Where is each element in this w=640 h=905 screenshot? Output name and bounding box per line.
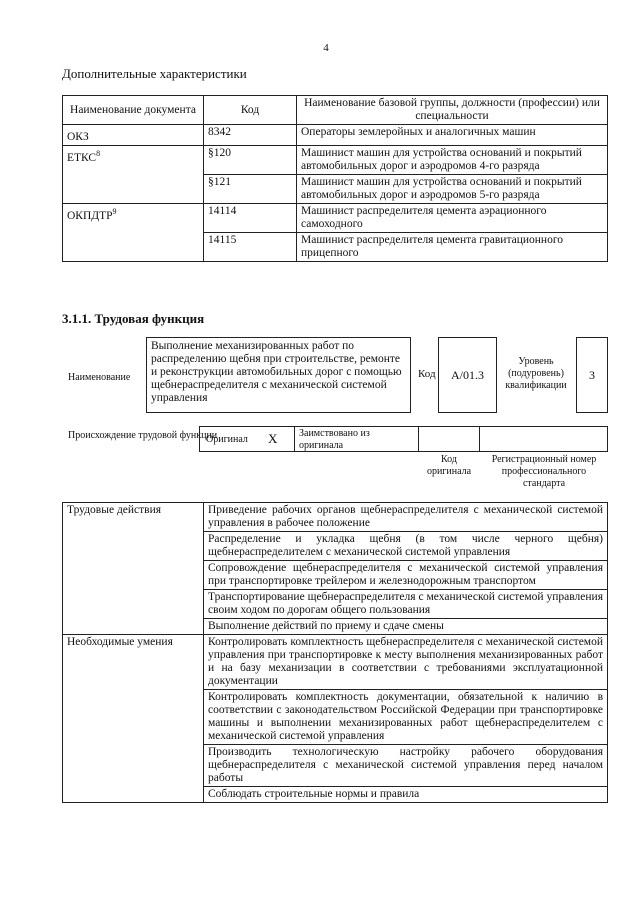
code-cell: §121 [204, 174, 297, 203]
list-item: Контролировать комплектность щебнераспределителя с механической системой управления при транспортировке к месту выполнения механизированных работ и на базу механизации в соответствии с требованиями эксплуатационной документации [204, 635, 608, 690]
extra-characteristics-heading: Дополнительные характеристики [62, 66, 247, 81]
list-item: Распределение и укладка щебня (в том числе черного щебня) щебнераспределителем с механической системой управления [204, 532, 608, 561]
code-cell: 14115 [204, 232, 297, 261]
original-code-caption: Код оригинала [426, 454, 472, 477]
document-cell [63, 203, 204, 261]
list-item: Контролировать комплектность документации, обязательной к наличию в соответствии с законодательством Российской Федерации при транспортировке машины и выполнении механизированных работ щебнераспределителем с механической системой управления [204, 690, 608, 745]
header-code: Код [204, 96, 297, 125]
group-name-cell: Операторы землеройных и аналогичных машин [297, 125, 608, 146]
document-cell [63, 145, 204, 203]
group-name-cell: Машинист распределителя цемента аэрационного самоходного [297, 203, 608, 232]
original-label: Оригинал [206, 434, 248, 445]
function-name-value: Выполнение механизированных работ по распределению щебня при строительстве, ремонте и реконструкции автомобильных дорог с помощью щебнераспределителя с механической системой управления [146, 337, 411, 413]
footnote-ref: 9 [112, 206, 117, 216]
document-cell [63, 125, 204, 146]
code-cell: 14114 [204, 203, 297, 232]
footnote-ref: 8 [96, 148, 101, 158]
document-name: ЕТКС [67, 151, 97, 164]
list-item: Сопровождение щебнераспределителя с механической системой управления при транспортировке трейлером и железнодорожным транспортом [204, 561, 608, 590]
list-item: Соблюдать строительные нормы и правила [204, 787, 608, 803]
list-item: Транспортирование щебнераспределителя с механической системой управления своим ходом по дорогам общего пользования [204, 590, 608, 619]
group-name-cell: Машинист распределителя цемента гравитационного прицепного [297, 232, 608, 261]
registration-number-cell [479, 426, 608, 452]
extra-characteristics-table [62, 95, 608, 262]
code-cell: §120 [204, 145, 297, 174]
function-origin-label: Происхождение трудовой функции [68, 430, 218, 441]
function-code-label: Код [418, 368, 436, 380]
table-row [63, 125, 608, 146]
document-name: ОКЗ [67, 130, 89, 143]
document-name: ОКПДТР [67, 209, 113, 222]
function-code-value: А/01.3 [438, 337, 497, 413]
header-group-name: Наименование базовой группы, должности (профессии) или специальности [297, 96, 608, 125]
list-item: Производить технологическую настройку рабочего оборудования щебнераспределителя с механической системой управления перед началом работы [204, 745, 608, 787]
original-code-cell [418, 426, 480, 452]
table-row [63, 145, 608, 174]
table-row [63, 503, 608, 532]
group-label: Трудовые действия [63, 503, 204, 635]
table-row [63, 203, 608, 232]
header-document: Наименование документа [63, 96, 204, 125]
labor-actions-table [62, 502, 608, 803]
group-name-cell: Машинист машин для устройства оснований и покрытий автомобильных дорог и аэродромов 4-го разряда [297, 145, 608, 174]
borrowed-from-original-cell: Заимствовано из оригинала [294, 426, 419, 452]
registration-number-caption: Регистрационный номер профессионального стандарта [491, 454, 597, 489]
group-label: Необходимые умения [63, 635, 204, 803]
table-row [63, 635, 608, 690]
original-mark: X [268, 431, 278, 446]
list-item: Выполнение действий по приему и сдаче смены [204, 619, 608, 635]
qualification-level-value: 3 [576, 337, 608, 413]
extra-table-body [63, 125, 608, 262]
actions-table-body [63, 503, 608, 803]
table-header-row [63, 96, 608, 125]
page-number: 4 [323, 42, 329, 54]
group-name-cell: Машинист машин для устройства оснований и покрытий автомобильных дорог и аэродромов 5-го разряда [297, 174, 608, 203]
labor-function-heading: 3.1.1. Трудовая функция [62, 311, 205, 326]
qualification-level-label: Уровень (подуровень) квалификации [505, 356, 567, 391]
code-cell: 8342 [204, 125, 297, 146]
function-name-label: Наименование [68, 372, 131, 383]
list-item: Приведение рабочих органов щебнераспределителя с механической системой управления в рабочее положение [204, 503, 608, 532]
